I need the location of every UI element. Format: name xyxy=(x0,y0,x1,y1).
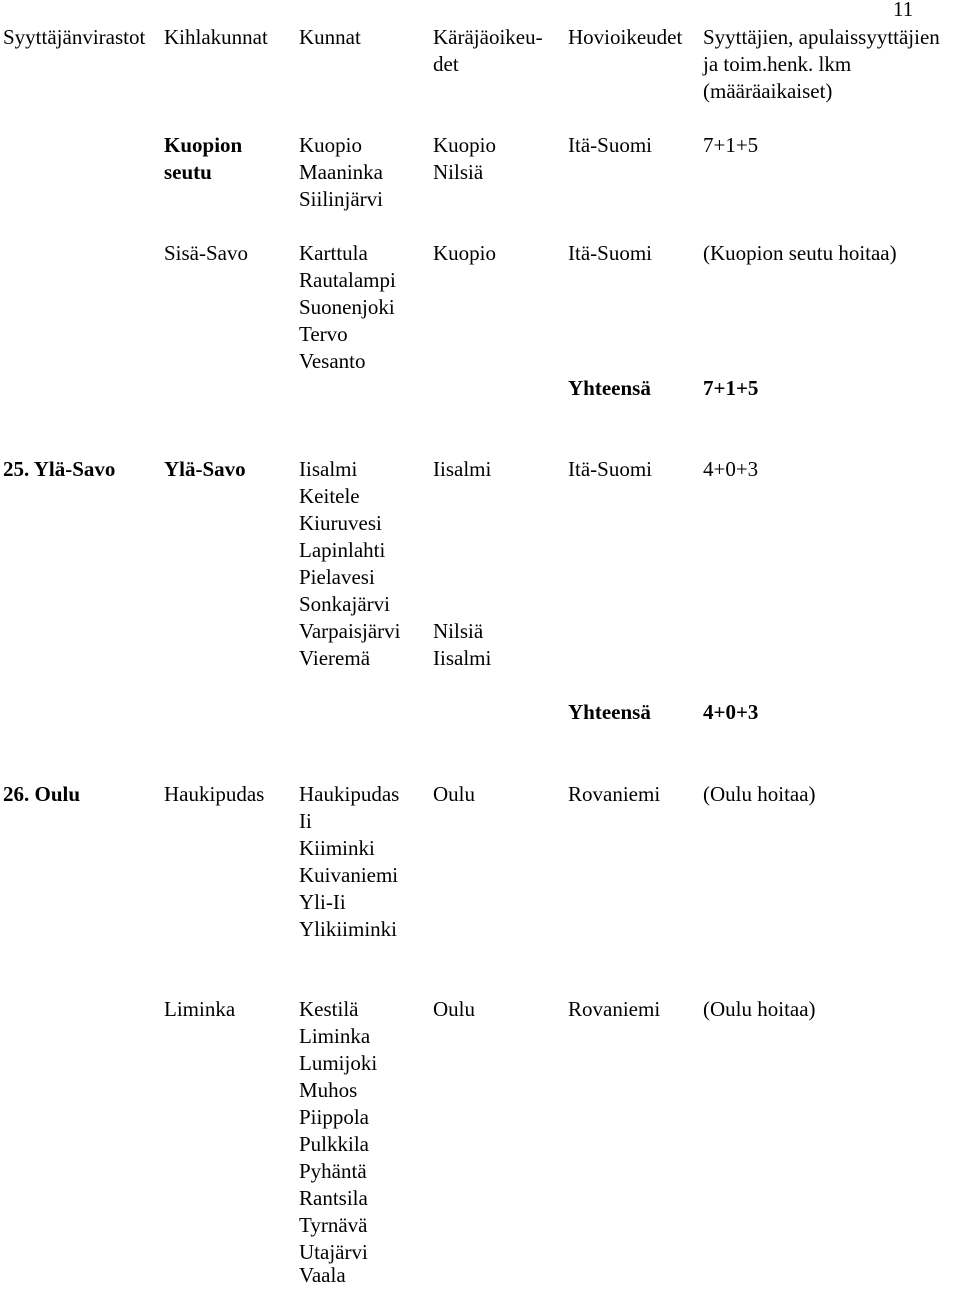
hovioikeus-value: Rovaniemi xyxy=(568,997,661,1021)
kunta-item: Kuopio xyxy=(299,133,362,157)
kunta-item: Vaala xyxy=(299,1263,346,1287)
karajaoikeus-item: Oulu xyxy=(433,782,475,806)
header-hovioikeudet: Hovioikeudet xyxy=(568,25,683,49)
karajaoikeus-item: Kuopio xyxy=(433,241,496,265)
karajaoikeus-item: Iisalmi xyxy=(433,457,492,481)
kihlakunta-haukipudas: Haukipudas xyxy=(164,782,265,806)
total-label: Yhteensä xyxy=(568,700,651,724)
header-karajaoikeudet-line2: det xyxy=(433,52,459,76)
total-label: Yhteensä xyxy=(568,376,651,400)
kunta-item: Liminka xyxy=(299,1024,371,1048)
header-kihlakunnat: Kihlakunnat xyxy=(164,25,268,49)
kihlakunta-yla-savo: Ylä-Savo xyxy=(164,457,246,481)
header-karajaoikeudet-line1: Käräjäoikeu- xyxy=(433,25,543,49)
kunta-item: Ylikiiminki xyxy=(299,917,398,941)
karajaoikeus-item: Nilsiä xyxy=(433,160,484,184)
kunta-item: Ii xyxy=(299,809,312,833)
header-syyttajien-lkm-line1: Syyttäjien, apulaissyyttäjien xyxy=(703,25,940,49)
header-syyttajien-lkm-line2: ja toim.henk. lkm xyxy=(703,52,852,76)
header-syyttajanvirastot: Syyttäjänvirastot xyxy=(3,25,146,49)
kunta-item: Kuivaniemi xyxy=(299,863,399,887)
header-kunnat: Kunnat xyxy=(299,25,361,49)
kunta-item: Kestilä xyxy=(299,997,359,1021)
total-value: 7+1+5 xyxy=(703,376,759,400)
kunta-item: Lapinlahti xyxy=(299,538,386,562)
header-syyttajien-lkm-line3: (määräaikaiset) xyxy=(703,79,833,103)
hovioikeus-value: Itä-Suomi xyxy=(568,457,652,481)
lkm-value: (Oulu hoitaa) xyxy=(703,997,816,1021)
kihlakunta-kuopion-seutu-line1: Kuopion xyxy=(164,133,243,157)
kunta-item: Tyrnävä xyxy=(299,1213,368,1237)
kunta-item: Karttula xyxy=(299,241,368,265)
kunta-item: Muhos xyxy=(299,1078,358,1102)
karajaoikeus-item: Nilsiä xyxy=(433,619,484,643)
virasto-yla-savo: 25. Ylä-Savo xyxy=(3,457,116,481)
karajaoikeus-item: Iisalmi xyxy=(433,646,492,670)
kunta-item: Siilinjärvi xyxy=(299,187,383,211)
hovioikeus-value: Itä-Suomi xyxy=(568,133,652,157)
kihlakunta-sisa-savo: Sisä-Savo xyxy=(164,241,248,265)
kunta-item: Lumijoki xyxy=(299,1051,378,1075)
lkm-value: (Oulu hoitaa) xyxy=(703,782,816,806)
hovioikeus-value: Rovaniemi xyxy=(568,782,661,806)
kunta-item: Vieremä xyxy=(299,646,371,670)
kunta-item: Piippola xyxy=(299,1105,370,1129)
kunta-item: Kiuruvesi xyxy=(299,511,382,535)
total-value: 4+0+3 xyxy=(703,700,759,724)
kunta-item: Varpaisjärvi xyxy=(299,619,401,643)
kunta-item: Sonkajärvi xyxy=(299,592,390,616)
lkm-value: 7+1+5 xyxy=(703,133,759,157)
karajaoikeus-item: Oulu xyxy=(433,997,475,1021)
kunta-item: Pielavesi xyxy=(299,565,375,589)
kunta-item: Yli-Ii xyxy=(299,890,346,914)
kunta-item: Kiiminki xyxy=(299,836,375,860)
kunta-item: Utajärvi xyxy=(299,1240,368,1264)
kunta-item: Iisalmi xyxy=(299,457,358,481)
hovioikeus-value: Itä-Suomi xyxy=(568,241,652,265)
kunta-item: Pulkkila xyxy=(299,1132,370,1156)
kunta-item: Haukipudas xyxy=(299,782,400,806)
virasto-oulu: 26. Oulu xyxy=(3,782,81,806)
kunta-item: Tervo xyxy=(299,322,348,346)
kunta-item: Pyhäntä xyxy=(299,1159,367,1183)
kunta-item: Suonenjoki xyxy=(299,295,395,319)
lkm-value: 4+0+3 xyxy=(703,457,759,481)
lkm-value: (Kuopion seutu hoitaa) xyxy=(703,241,897,265)
kunta-item: Maaninka xyxy=(299,160,383,184)
kunta-item: Rautalampi xyxy=(299,268,396,292)
karajaoikeus-item: Kuopio xyxy=(433,133,496,157)
kunta-item: Vesanto xyxy=(299,349,366,373)
kunta-item: Keitele xyxy=(299,484,360,508)
kihlakunta-kuopion-seutu-line2: seutu xyxy=(164,160,212,184)
kunta-item: Rantsila xyxy=(299,1186,368,1210)
kihlakunta-liminka: Liminka xyxy=(164,997,236,1021)
page-number: 11 xyxy=(893,0,914,21)
